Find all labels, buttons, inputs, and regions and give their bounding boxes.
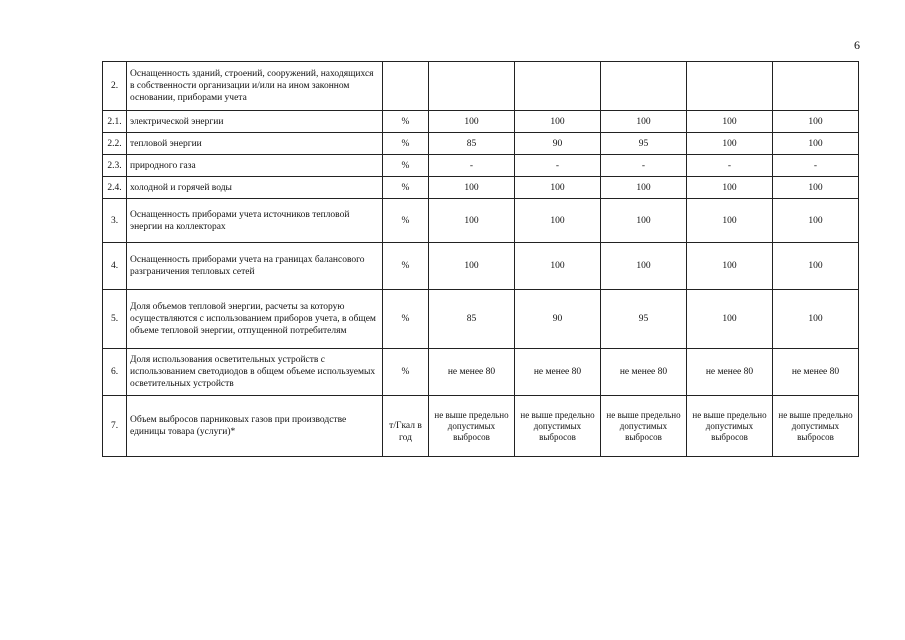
- row-name: Оснащенность зданий, строений, сооружений, находящихся в собственности организации и/или на ином законном основании, приборами учета: [127, 62, 383, 111]
- row-number: 7.: [103, 396, 127, 457]
- value-cell: не менее 80: [601, 349, 687, 396]
- value-cell: 85: [429, 290, 515, 349]
- table-row: [103, 396, 859, 457]
- row-number: 2.1.: [103, 111, 127, 133]
- value-cell: 85: [429, 133, 515, 155]
- value-cell: не выше предельно допустимых выбросов: [429, 396, 515, 457]
- value-cell: 100: [773, 133, 859, 155]
- table-row: [103, 155, 859, 177]
- value-cell: 100: [429, 177, 515, 199]
- value-cell: 100: [515, 199, 601, 243]
- value-cell: 100: [429, 199, 515, 243]
- value-cell: 100: [429, 111, 515, 133]
- row-name: тепловой энергии: [127, 133, 383, 155]
- value-cell: 100: [601, 243, 687, 290]
- row-name: электрической энергии: [127, 111, 383, 133]
- value-cell: 100: [773, 290, 859, 349]
- value-cell: 100: [687, 177, 773, 199]
- value-cell: -: [773, 155, 859, 177]
- value-cell: 100: [773, 111, 859, 133]
- row-unit: %: [383, 177, 429, 199]
- row-number: 5.: [103, 290, 127, 349]
- value-cell: 100: [515, 111, 601, 133]
- row-number: 2.2.: [103, 133, 127, 155]
- table-row: [103, 133, 859, 155]
- table-row: [103, 199, 859, 243]
- value-cell: [515, 62, 601, 111]
- value-cell: не менее 80: [773, 349, 859, 396]
- row-unit: %: [383, 290, 429, 349]
- value-cell: не менее 80: [429, 349, 515, 396]
- table-row: [103, 177, 859, 199]
- table-row: [103, 290, 859, 349]
- row-name: холодной и горячей воды: [127, 177, 383, 199]
- table-row: [103, 62, 859, 111]
- row-name: природного газа: [127, 155, 383, 177]
- value-cell: не выше предельно допустимых выбросов: [515, 396, 601, 457]
- table-row: [103, 349, 859, 396]
- row-number: 2.: [103, 62, 127, 111]
- value-cell: не менее 80: [687, 349, 773, 396]
- value-cell: 95: [601, 133, 687, 155]
- value-cell: -: [687, 155, 773, 177]
- value-cell: 100: [601, 177, 687, 199]
- value-cell: 100: [773, 177, 859, 199]
- row-unit: %: [383, 155, 429, 177]
- row-number: 3.: [103, 199, 127, 243]
- value-cell: 100: [515, 243, 601, 290]
- value-cell: не выше предельно допустимых выбросов: [687, 396, 773, 457]
- page-number: 6: [854, 38, 860, 52]
- value-cell: 100: [601, 199, 687, 243]
- row-name: Доля использования осветительных устройств с использованием светодиодов в общем объеме используемых осветительных устройств: [127, 349, 383, 396]
- row-unit: %: [383, 349, 429, 396]
- value-cell: 90: [515, 290, 601, 349]
- row-unit: %: [383, 133, 429, 155]
- row-number: 2.3.: [103, 155, 127, 177]
- row-name: Оснащенность приборами учета на границах балансового разграничения тепловых сетей: [127, 243, 383, 290]
- value-cell: 100: [687, 133, 773, 155]
- value-cell: [601, 62, 687, 111]
- value-cell: [429, 62, 515, 111]
- row-unit: [383, 62, 429, 111]
- value-cell: 95: [601, 290, 687, 349]
- value-cell: 100: [773, 243, 859, 290]
- table-row: [103, 243, 859, 290]
- row-name: Оснащенность приборами учета источников тепловой энергии на коллекторах: [127, 199, 383, 243]
- value-cell: -: [429, 155, 515, 177]
- row-name: Доля объемов тепловой энергии, расчеты за которую осуществляются с использованием приборов учета, в общем объеме тепловой энергии, отпущенной потребителям: [127, 290, 383, 349]
- row-unit: %: [383, 111, 429, 133]
- value-cell: 100: [601, 111, 687, 133]
- value-cell: -: [601, 155, 687, 177]
- row-name: Объем выбросов парниковых газов при производстве единицы товара (услуги)*: [127, 396, 383, 457]
- row-number: 4.: [103, 243, 127, 290]
- value-cell: [773, 62, 859, 111]
- value-cell: 100: [687, 199, 773, 243]
- value-cell: [687, 62, 773, 111]
- value-cell: 100: [515, 177, 601, 199]
- value-cell: -: [515, 155, 601, 177]
- value-cell: 90: [515, 133, 601, 155]
- value-cell: 100: [429, 243, 515, 290]
- value-cell: 100: [773, 199, 859, 243]
- value-cell: не менее 80: [515, 349, 601, 396]
- row-unit: %: [383, 199, 429, 243]
- value-cell: 100: [687, 290, 773, 349]
- value-cell: 100: [687, 111, 773, 133]
- row-number: 2.4.: [103, 177, 127, 199]
- row-number: 6.: [103, 349, 127, 396]
- value-cell: не выше предельно допустимых выбросов: [601, 396, 687, 457]
- row-unit: %: [383, 243, 429, 290]
- row-unit: т/Гкал в год: [383, 396, 429, 457]
- value-cell: не выше предельно допустимых выбросов: [773, 396, 859, 457]
- value-cell: 100: [687, 243, 773, 290]
- table-row: [103, 111, 859, 133]
- indicators-table: [102, 61, 859, 457]
